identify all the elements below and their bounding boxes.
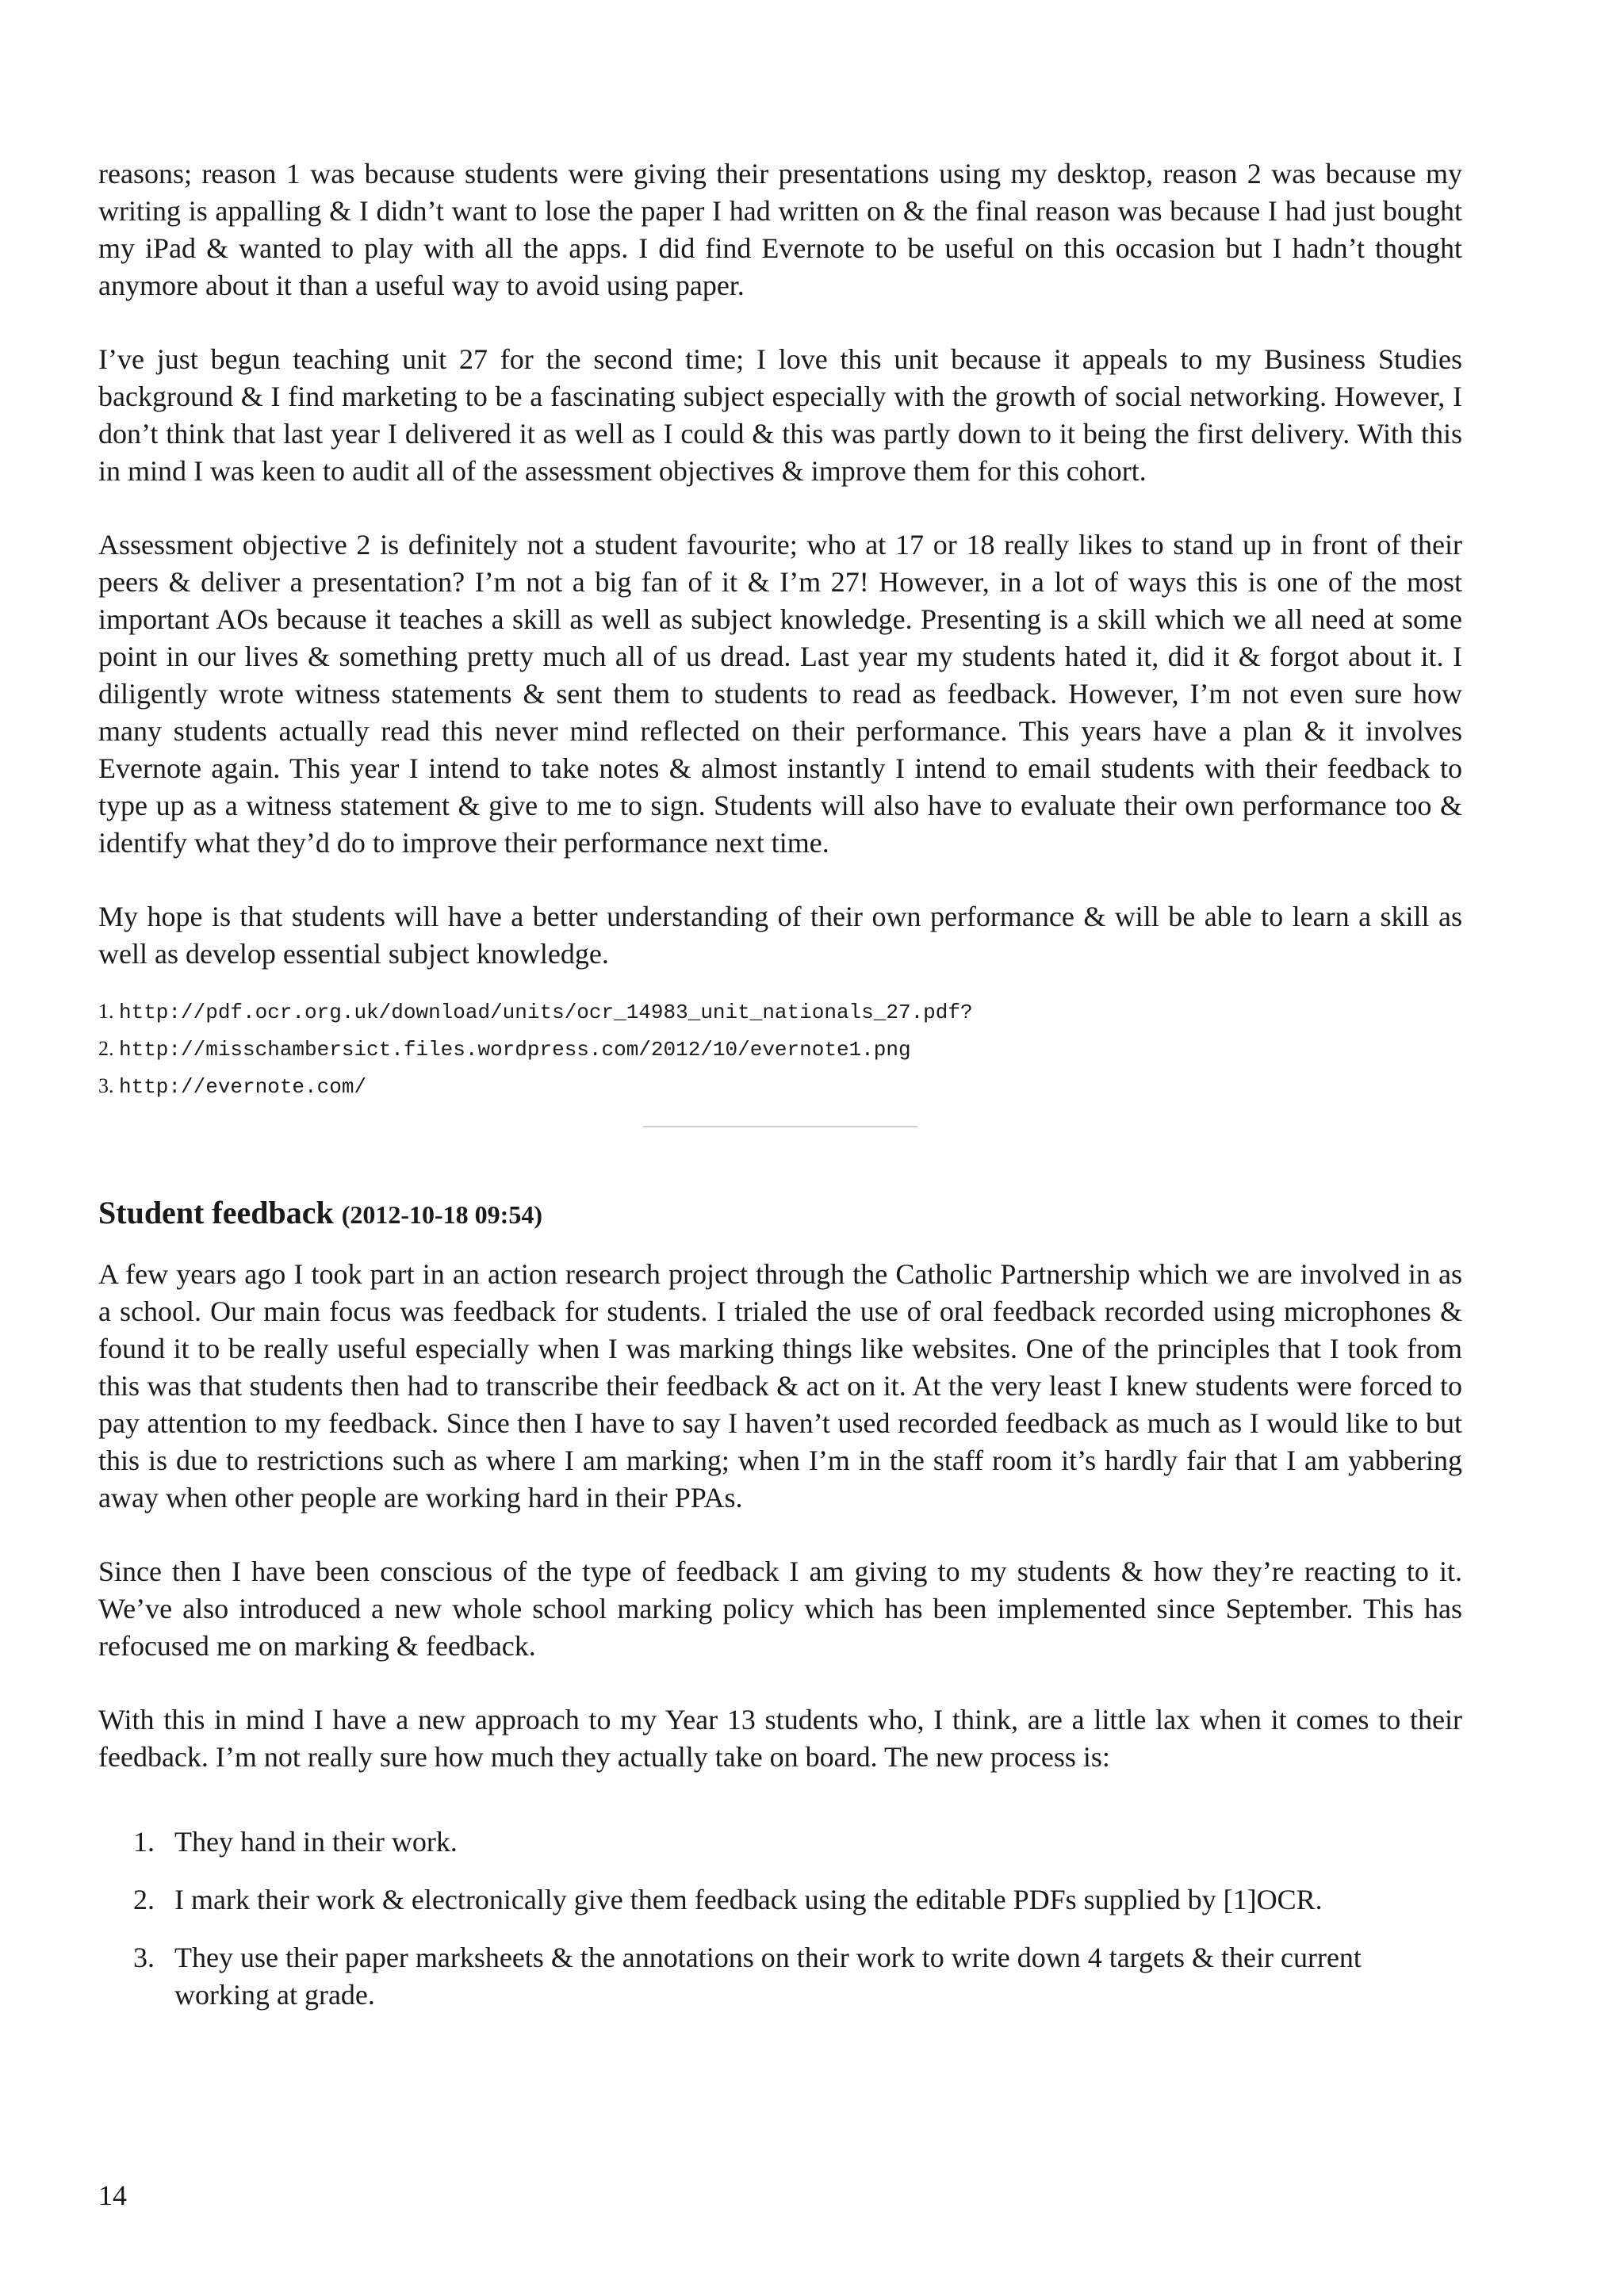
reference-item (98, 1031, 1462, 1068)
reference-number: 2. (98, 1037, 114, 1060)
list-item-number: 1. (133, 1826, 155, 1858)
page-number: 14 (98, 2179, 127, 2211)
list-item (98, 1881, 1462, 1919)
list-item (98, 1939, 1462, 2014)
body-paragraph: With this in mind I have a new approach to my Year 13 students who, I think, are a little lax when it comes to their feedback. I’m not really sure how much they actually take on board. The new process is: (98, 1704, 1462, 1773)
body-paragraph: A few years ago I took part in an action research project through the Catholic Partnership which we are involved in as a school. Our main focus was feedback for students. I trialed the use of oral feedback recorded using microphones & found it to be really useful especially when I was marking things like websites. One of the principles that I took from this was that students then had to transcribe their feedback & act on it. At the very least I knew students were forced to pay attention to my feedback. Since then I have to say I haven’t used recorded feedback as much as I would like to but this is due to restrictions such as where I am marking; when I’m in the staff room it’s hardly fair that I am yabbering away when other people are working hard in their PPAs. (98, 1258, 1462, 1513)
body-paragraph: I’ve just begun teaching unit 27 for the second time; I love this unit because it appeals to my Business Studies background & I find marketing to be a fascinating subject especially with the growth of social networking. However, I don’t think that last year I delivered it as well as I could & this was partly down to it being the first delivery. With this in mind I was keen to audit all of the assessment objectives & improve them for this cohort. (98, 343, 1462, 487)
reference-item (98, 1068, 1462, 1105)
section-divider (643, 1126, 917, 1127)
list-item (98, 1823, 1462, 1861)
reference-item (98, 993, 1462, 1031)
list-item-text: They hand in their work. (174, 1826, 458, 1858)
reference-url[interactable]: http://evernote.com/ (119, 1075, 367, 1099)
body-paragraph: reasons; reason 1 was because students were giving their presentations using my desktop, reason 2 was because my writing is appalling & I didn’t want to lose the paper I had written on & the final reason was because I had just bought my iPad & wanted to play with all the apps. I did find Evernote to be useful on this occasion but I hadn’t thought anymore about it than a useful way to avoid using paper. (98, 158, 1462, 301)
body-paragraph: Assessment objective 2 is definitely not a student favourite; who at 17 or 18 really likes to stand up in front of their peers & deliver a presentation? I’m not a big fan of it & I’m 27! However, in a lot of ways this is one of the most important AOs because it teaches a skill as well as subject knowledge. Presenting is a skill which we all need at some point in our lives & something pretty much all of us dread. Last year my students hated it, did it & forgot about it. I diligently wrote witness statements & sent them to students to read as feedback. However, I’m not even sure how many students actually read this never mind reflected on their performance. This years have a plan & it involves Evernote again. This year I intend to take notes & almost instantly I intend to email students with their feedback to type up as a witness statement & give to me to sign. Students will also have to evaluate their own performance too & identify what they’d do to improve their performance next time. (98, 529, 1462, 859)
post-date: (2012-10-18 09:54) (341, 1200, 542, 1229)
list-item-number: 2. (133, 1884, 155, 1915)
reference-number: 1. (98, 1000, 114, 1023)
reference-number: 3. (98, 1074, 114, 1097)
post-heading (98, 1194, 1462, 1234)
process-steps-list (98, 1823, 1462, 2014)
page-content (98, 155, 1462, 2034)
list-item-text: They use their paper marksheets & the annotations on their work to write down 4 targets & their current working at grade. (174, 1942, 1362, 2011)
body-paragraph: Since then I have been conscious of the type of feedback I am giving to my students & how they’re reacting to it. We’ve also introduced a new whole school marking policy which has been implemented since September. This has refocused me on marking & feedback. (98, 1556, 1462, 1662)
list-item-text: I mark their work & electronically give them feedback using the editable PDFs supplied by [1]OCR. (174, 1884, 1323, 1915)
post-title: Student feedback (98, 1195, 334, 1230)
reference-list (98, 993, 1462, 1105)
reference-url[interactable]: http://misschambersict.files.wordpress.com/2012/10/evernote1.png (119, 1038, 911, 1062)
reference-url[interactable]: http://pdf.ocr.org.uk/download/units/ocr_14983_unit_nationals_27.pdf? (119, 1001, 973, 1024)
body-paragraph: My hope is that students will have a better understanding of their own performance & will be able to learn a skill as well as develop essential subject knowledge. (98, 901, 1462, 970)
list-item-number: 3. (133, 1942, 155, 1973)
